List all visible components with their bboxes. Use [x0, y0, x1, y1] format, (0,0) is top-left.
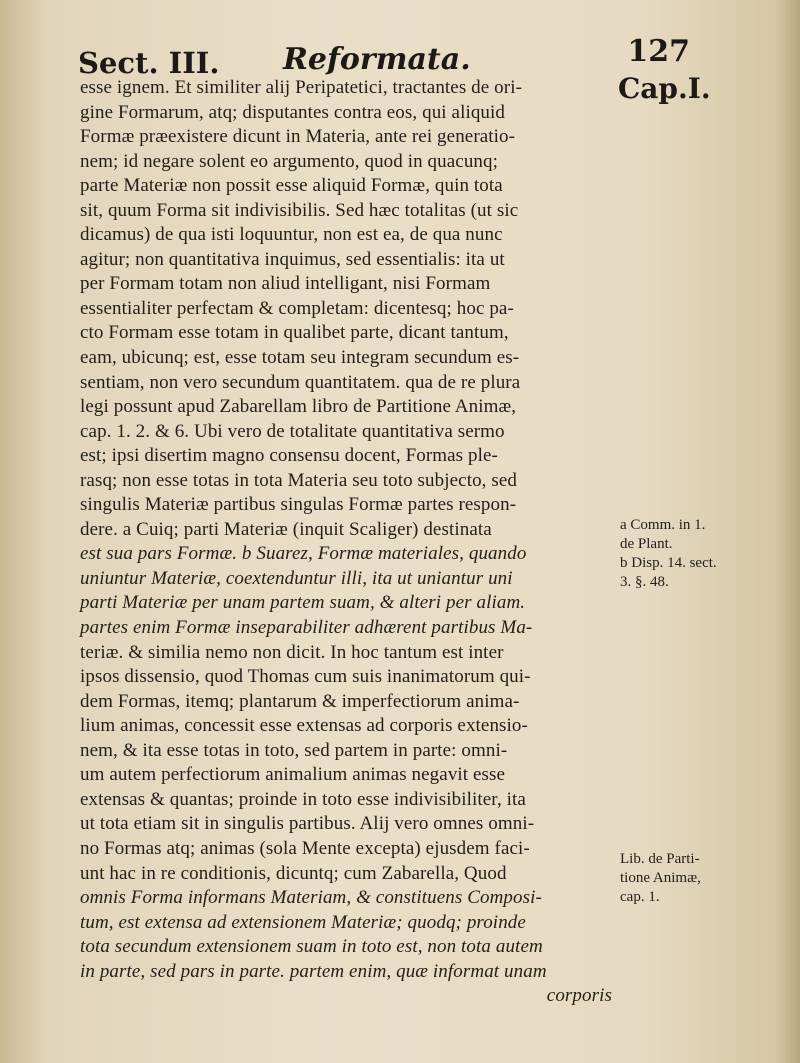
text-line: sit, quum Forma sit indivisibilis. Sed hæc totalitas (ut sic: [80, 199, 519, 221]
text-line: ut tota etiam sit in singulis partibus. Alij vero omnes omni-: [80, 813, 535, 835]
text-line: singulis Materiæ partibus singulas Formæ partes respon-: [80, 494, 517, 516]
margin-note-citations: [620, 516, 717, 592]
margin-note-zabarella: [620, 850, 701, 907]
text-line: sentiam, non vero secundum quantitatem. qua de re plura: [80, 371, 521, 393]
text-line: gine Formarum, atq; disputantes contra eos, qui aliquid: [80, 101, 506, 123]
text-line: no Formas atq; animas (sola Mente excepta) ejusdem faci-: [80, 837, 530, 859]
text-line: rasq; non esse totas in tota Materia seu toto subjecto, sed: [80, 469, 517, 491]
text-line: essentialiter perfectam & completam: dicentesq; hoc pa-: [80, 297, 514, 319]
text-line: nem; id negare solent eo argumento, quod in quacunq;: [80, 150, 498, 172]
text-line: parte Materiæ non possit esse aliquid Formæ, quin tota: [80, 175, 503, 197]
text-line: parti Materiæ per unam partem suam, & alteri per aliam.: [80, 592, 526, 614]
text-line: legi possunt apud Zabarellam libro de Partitione Animæ,: [80, 396, 517, 418]
margin-note-line: Lib. de Parti-: [620, 851, 700, 867]
text-line: dere. a Cuiq; parti Materiæ (inquit Scaliger) destinata: [80, 518, 492, 540]
text-line: in parte, sed pars in parte. partem enim, quæ informat unam: [80, 960, 547, 982]
text-line: tota secundum extensionem suam in toto est, non tota autem: [80, 936, 543, 958]
text-line: per Formam totam non aliud intelligant, nisi Formam: [80, 273, 491, 295]
chapter-label: Cap.I.: [618, 72, 711, 105]
text-line: unt hac in re conditionis, dicuntq; cum Zabarella, Quod: [80, 862, 507, 884]
text-line: um autem perfectiorum animalium animas negavit esse: [80, 764, 506, 786]
margin-note-line: a Comm. in 1.: [620, 517, 706, 533]
text-line: lium animas, concessit esse extensas ad corporis extensio-: [80, 715, 528, 737]
text-line: uniuntur Materiæ, coextenduntur illi, ita ut uniantur uni: [80, 567, 513, 589]
text-line: est sua pars Formæ. b Suarez, Formæ materiales, quando: [80, 543, 527, 565]
margin-note-line: 3. §. 48.: [620, 574, 669, 590]
margin-note-line: tione Animæ,: [620, 870, 701, 886]
margin-note-line: cap. 1.: [620, 889, 660, 905]
text-line: omnis Forma informans Materiam, & constituens Composi-: [80, 887, 542, 909]
text-line: dem Formas, itemq; plantarum & imperfectiorum anima-: [80, 690, 520, 712]
body-text: [80, 76, 620, 1009]
text-line: cap. 1. 2. & 6. Ubi vero de totalitate quantitativa sermo: [80, 420, 505, 442]
text-line: ipsos dissensio, quod Thomas cum suis inanimatorum qui-: [80, 666, 531, 688]
text-line: agitur; non quantitativa inquimus, sed essentialis: ita ut: [80, 248, 505, 270]
section-label: Sect. III.: [78, 46, 220, 80]
text-line: nem, & ita esse totas in toto, sed partem in parte: omni-: [80, 739, 508, 761]
margin-note-line: de Plant.: [620, 536, 673, 552]
page-number: 127: [627, 34, 690, 69]
text-line: Formæ præexistere dicunt in Materia, ante rei generatio-: [80, 126, 516, 148]
text-line: eam, ubicunq; est, esse totam seu integram secundum es-: [80, 347, 520, 369]
text-line: extensas & quantas; proinde in toto esse indivisibiliter, ita: [80, 788, 526, 810]
running-title: Reformata.: [283, 42, 471, 77]
margin-note-line: b Disp. 14. sect.: [620, 555, 717, 571]
text-line: tum, est extensa ad extensionem Materiæ; quodq; proinde: [80, 911, 526, 933]
text-line: teriæ. & similia nemo non dicit. In hoc tantum est inter: [80, 641, 504, 663]
text-line: dicamus) de qua isti loquuntur, non est ea, de qua nunc: [80, 224, 503, 246]
text-line: corporis: [546, 985, 612, 1007]
text-line: cto Formam esse totam in qualibet parte, dicant tantum,: [80, 322, 509, 344]
text-line: partes enim Formæ inseparabiliter adhærent partibus Ma-: [80, 617, 533, 639]
text-line: est; ipsi disertim magno consensu docent, Formas ple-: [80, 445, 498, 467]
text-line: esse ignem. Et similiter alij Peripatetici, tractantes de ori-: [80, 77, 523, 98]
